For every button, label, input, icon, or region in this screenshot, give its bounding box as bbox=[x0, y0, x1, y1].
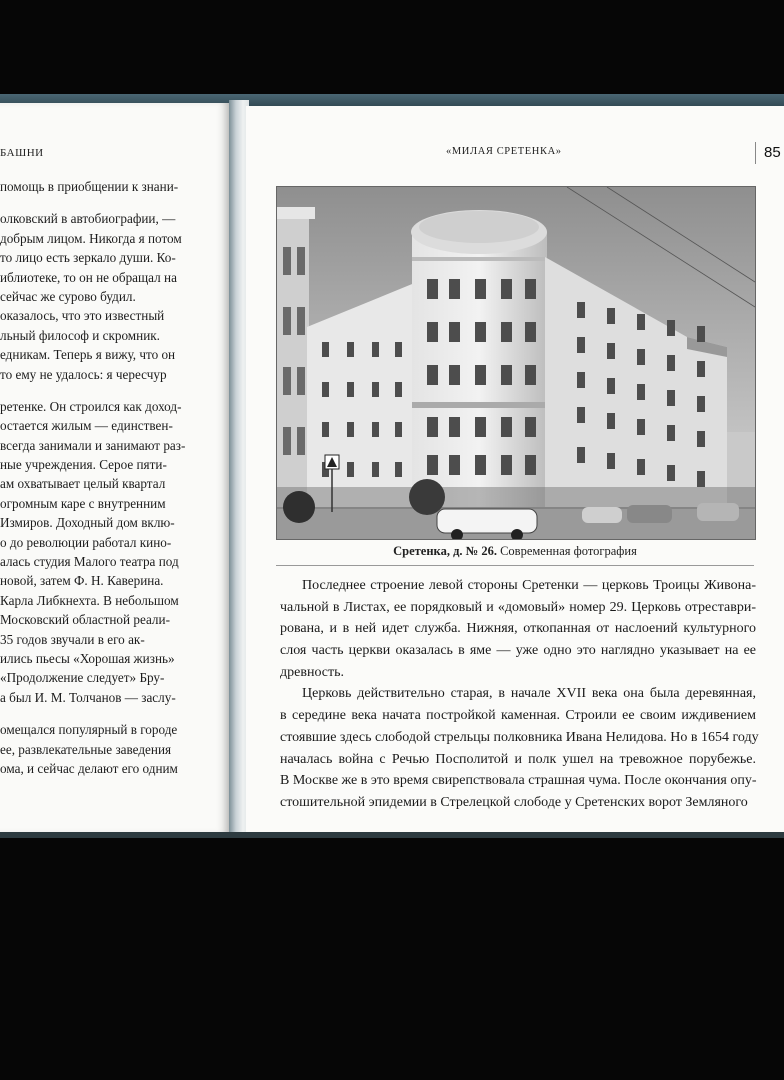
left-page bbox=[0, 103, 229, 833]
right-page bbox=[246, 106, 784, 837]
text-line: то лицо есть зеркало души. Ко- bbox=[0, 250, 176, 266]
left-page-text bbox=[0, 177, 229, 778]
text-line: едникам. Теперь я вижу, что он bbox=[0, 347, 176, 363]
text-line: Карла Либкнехта. В небольшом bbox=[0, 592, 179, 608]
right-running-head: «МИЛАЯ СРЕТЕНКА» bbox=[446, 146, 562, 157]
text-line: ились пьесы «Хорошая жизнь» bbox=[0, 650, 175, 666]
book-bottom-edge bbox=[0, 832, 784, 838]
text-line: о до революции работал кино- bbox=[0, 534, 172, 550]
left-running-head: БАШНИ bbox=[0, 147, 44, 159]
text-line: Последнее строение левой стороны Сретенки — церковь Троицы Живона- bbox=[302, 578, 756, 593]
caption-description: Современная фотография bbox=[496, 544, 637, 558]
text-line: Московский областной реали- bbox=[0, 612, 170, 628]
text-line: то ему не удалось: я чересчур bbox=[0, 366, 167, 382]
text-line bbox=[0, 707, 229, 720]
text-line: Церковь действительно старая, в начале XVII века она была деревянная, bbox=[302, 686, 756, 702]
text-line: льный философ и скромник. bbox=[0, 327, 160, 343]
text-line: 35 годов звучали в его ак- bbox=[0, 631, 145, 647]
text-line: ретенке. Он строился как доход- bbox=[0, 398, 182, 414]
text-line: В Москве же в это время свирепствовала страшная чума. После окончания опу- bbox=[280, 773, 757, 789]
text-line: огромным каре с внутренним bbox=[0, 495, 166, 511]
text-line: чальной в Листах, ее порядковый и «домовый» номер 29. Церковь отреставри- bbox=[280, 599, 756, 615]
text-line: Измиров. Доходный дом вклю- bbox=[0, 515, 175, 531]
text-line: ома, и сейчас делают его одним bbox=[0, 760, 178, 776]
text-line: началась война с Речью Посполитой и полк ушел на тревожное порубежье. bbox=[280, 751, 756, 767]
text-line: в середине века начата постройкой каменная. Строили ее своим иждивением bbox=[280, 708, 756, 724]
text-line: сейчас же сурово будил. bbox=[0, 288, 136, 304]
text-line: древность. bbox=[280, 664, 345, 680]
caption-title: Сретенка, д. № 26. bbox=[393, 544, 497, 558]
page-number: 85 bbox=[764, 144, 781, 161]
text-line: всегда занимали и занимают раз- bbox=[0, 437, 186, 453]
text-line: стоявшие здесь слободой стрельцы полковника Ивана Нелидова. Но в 1654 году bbox=[280, 729, 759, 745]
text-line: омещался популярный в городе bbox=[0, 722, 178, 738]
building-photo bbox=[276, 186, 756, 540]
text-line: ам охватывает целый квартал bbox=[0, 476, 166, 492]
text-line: остается жилым — единствен- bbox=[0, 418, 173, 434]
text-line: стошительной эпидемии в Стрелецкой слободе у Сретенских ворот Земляного bbox=[280, 794, 748, 810]
header-divider bbox=[755, 142, 756, 164]
text-line: помощь в приобщении к знани- bbox=[0, 179, 179, 194]
text-line: добрым лицом. Никогда я потом bbox=[0, 230, 182, 246]
body-text bbox=[280, 575, 759, 814]
text-line: иблиотеке, то он не обращал на bbox=[0, 269, 177, 285]
text-line: алась студия Малого театра под bbox=[0, 554, 179, 570]
text-line: новой, затем Ф. Н. Каверина. bbox=[0, 573, 164, 589]
text-line bbox=[0, 196, 229, 209]
photo-caption bbox=[276, 544, 754, 559]
text-line: рована, и в ней идет служба. Нижняя, откопанная от наслоений культурного bbox=[280, 621, 756, 637]
text-line bbox=[0, 384, 229, 397]
caption-divider bbox=[276, 565, 754, 566]
text-line: «Продолжение следует» Бру- bbox=[0, 670, 165, 686]
text-line: ее, развлекательные заведения bbox=[0, 741, 172, 757]
text-line: слоя часть церкви оказалась в яме — уже одно это наглядно указывает на ее bbox=[280, 643, 756, 659]
text-line: а был И. М. Толчанов — заслу- bbox=[0, 689, 176, 705]
text-line: оказалось, что это известный bbox=[0, 308, 165, 324]
text-line: олковский в автобиографии, — bbox=[0, 211, 176, 227]
text-line: ные учреждения. Серое пяти- bbox=[0, 457, 167, 473]
